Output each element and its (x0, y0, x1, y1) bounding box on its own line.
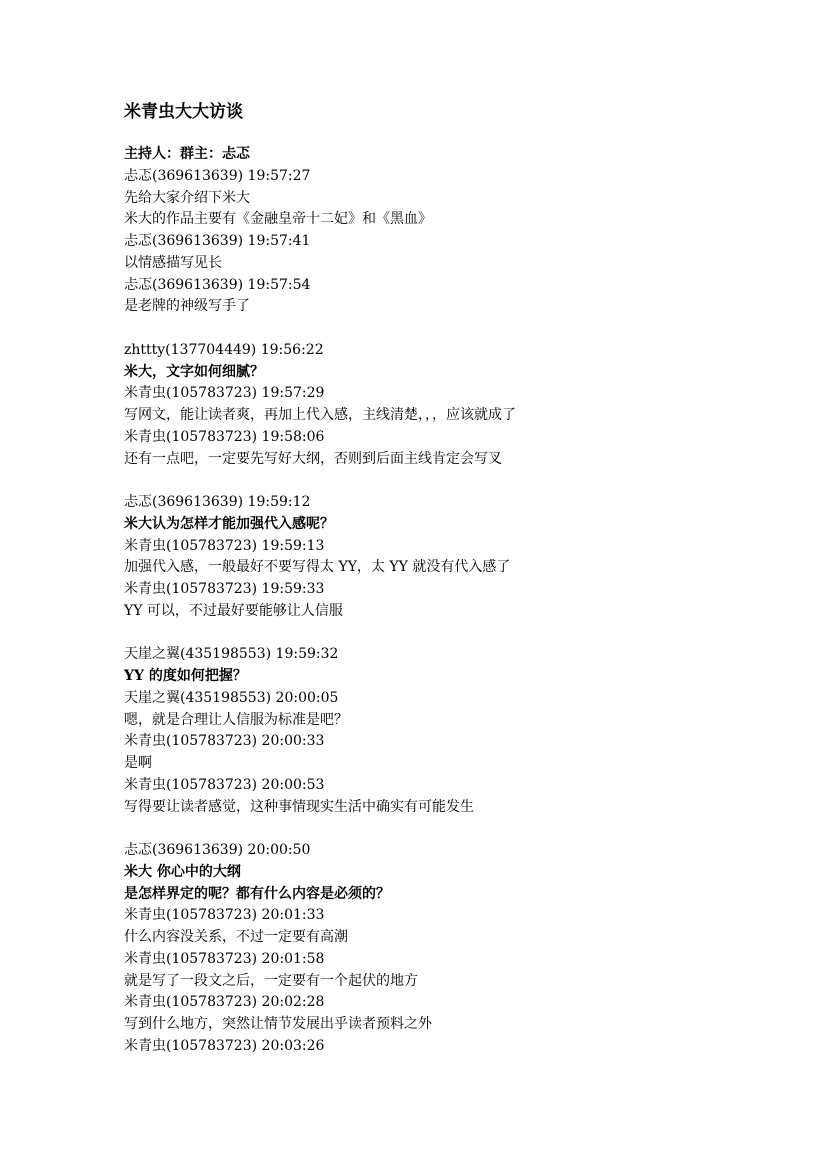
transcript-line: 忐忑(369613639) 19:57:54 (124, 276, 311, 293)
transcript-line: 是啊 (124, 755, 152, 771)
transcript-line: 忐忑(369613639) 19:57:27 (124, 167, 311, 184)
blank-line (124, 318, 516, 340)
transcript-line: 米青虫(105783723) 20:00:33 (124, 733, 325, 750)
transcript-line: 写网文，能让读者爽，再加上代入感，主线清楚，，，应该就成了 (124, 407, 516, 423)
transcript-line: 什么内容没关系，不过一定要有高潮 (124, 929, 348, 945)
question-line: 主持人：群主：忐忑 (124, 146, 250, 162)
transcript-line: 米大的作品主要有《金融皇帝十二妃》和《黑血》 (124, 211, 432, 228)
question-line: 是怎样界定的呢？都有什么内容是必须的？ (124, 885, 390, 902)
transcript-line: 先给大家介绍下米大 (124, 189, 250, 206)
question-line: 米大认为怎样才能加强代入感呢？ (124, 515, 334, 532)
transcript-line: 是老牌的神级写手了 (124, 298, 250, 315)
transcript-line: 米青虫(105783723) 20:02:28 (124, 994, 325, 1011)
transcript-line: 忐忑(369613639) 19:59:12 (124, 494, 311, 510)
blank-line (124, 623, 516, 645)
transcript-line: 就是写了一段文之后，一定要有一个起伏的地方 (124, 972, 418, 989)
transcript-line: 写得要让读者感觉，这种事情现实生活中确实有可能发生 (124, 798, 474, 815)
question-line: 米大，文字如何细腻？ (124, 363, 264, 380)
transcript-line: 米青虫(105783723) 19:57:29 (124, 385, 325, 402)
transcript-line: 嗯，就是合理让人信服为标准是吧？ (124, 711, 348, 728)
transcript-body (124, 144, 516, 1058)
document-title: 米青虫大大访谈 (124, 102, 243, 122)
transcript-line: 米青虫(105783723) 19:59:13 (124, 537, 325, 554)
blank-line (124, 818, 516, 840)
transcript-line: 写到什么地方，突然让情节发展出乎读者预料之外 (124, 1016, 432, 1032)
transcript-line: 忐忑(369613639) 19:57:41 (124, 233, 311, 249)
question-line: YY 的度如何把握？ (124, 668, 247, 684)
transcript-line: 米青虫(105783723) 20:03:26 (124, 1037, 325, 1054)
transcript-line: 米青虫(105783723) 19:59:33 (124, 581, 325, 597)
transcript-line: 米青虫(105783723) 20:00:53 (124, 776, 325, 793)
transcript-line: 米青虫(105783723) 19:58:06 (124, 428, 325, 445)
transcript-line: 还有一点吧，一定要先写好大纲，否则到后面主线肯定会写叉 (124, 450, 502, 467)
question-line: 米大 你心中的大纲 (124, 863, 241, 880)
transcript-line: 以情感描写见长 (124, 254, 222, 271)
transcript-line: 忐忑(369613639) 20:00:50 (124, 842, 311, 858)
blank-line (124, 470, 516, 492)
transcript-line: zhttty(137704449) 19:56:22 (124, 341, 324, 358)
transcript-line: 米青虫(105783723) 20:01:33 (124, 907, 325, 924)
transcript-line: 米青虫(105783723) 20:01:58 (124, 950, 325, 967)
transcript-line: 天崖之翼(435198553) 20:00:05 (124, 689, 339, 706)
transcript-line: 加强代入感，一般最好不要写得太 YY，太 YY 就没有代入感了 (124, 559, 511, 576)
transcript-line: 天崖之翼(435198553) 19:59:32 (124, 646, 339, 663)
transcript-line: YY 可以，不过最好要能够让人信服 (124, 602, 343, 619)
